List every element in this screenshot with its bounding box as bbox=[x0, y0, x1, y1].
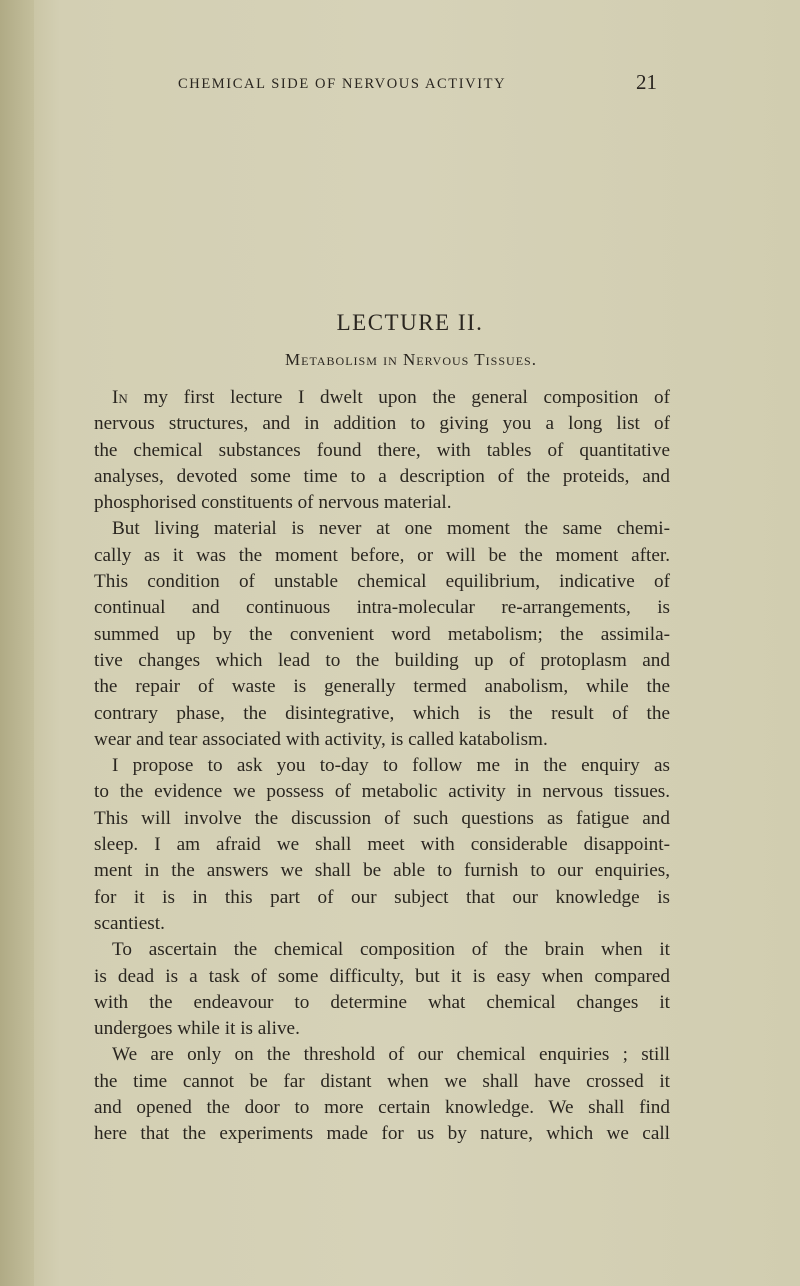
text-line: wear and tear associated with activity, is called katabolism. bbox=[94, 728, 548, 750]
text-line: But living material is never at one moment the same chemi- bbox=[112, 518, 670, 540]
drop-word: In bbox=[112, 387, 128, 408]
lecture-subtitle: Metabolism in Nervous Tissues. bbox=[285, 350, 537, 369]
text-line: scantiest. bbox=[94, 912, 165, 934]
text-line: contrary phase, the disintegrative, which is the result of the bbox=[94, 702, 670, 724]
text-line: ment in the answers we shall be able to furnish to our enquiries, bbox=[94, 860, 670, 882]
text-line: We are only on the threshold of our chemical enquiries ; still bbox=[112, 1044, 670, 1066]
body-text bbox=[94, 385, 670, 1148]
text-line: nervous structures, and in addition to giving you a long list of bbox=[94, 413, 670, 435]
text-line: sleep. I am afraid we shall meet with considerable disappoint- bbox=[94, 834, 670, 856]
text-line-content: my first lecture I dwelt upon the general composition of bbox=[143, 387, 671, 408]
text-line: the chemical substances found there, with tables of quantitative bbox=[94, 439, 670, 461]
text-line: summed up by the convenient word metabolism; the assimila- bbox=[94, 623, 670, 645]
text-line: is dead is a task of some difficulty, but it is easy when compared bbox=[94, 965, 670, 987]
text-line: to the evidence we possess of metabolic activity in nervous tissues. bbox=[94, 781, 670, 803]
text-line bbox=[94, 385, 670, 411]
text-line: To ascertain the chemical composition of the brain when it bbox=[112, 939, 670, 961]
text-line: This condition of unstable chemical equilibrium, indicative of bbox=[94, 571, 670, 593]
text-line: the time cannot be far distant when we shall have crossed it bbox=[94, 1070, 670, 1092]
text-line: analyses, devoted some time to a description of the proteids, and bbox=[94, 465, 670, 487]
text-line: continual and continuous intra-molecular re-arrangements, is bbox=[94, 597, 670, 619]
text-line: I propose to ask you to-day to follow me in the enquiry as bbox=[112, 755, 670, 777]
text-line: and opened the door to more certain knowledge. We shall find bbox=[94, 1097, 670, 1119]
text-line: here that the experiments made for us by nature, which we call bbox=[94, 1123, 670, 1145]
running-head: CHEMICAL SIDE OF NERVOUS ACTIVITY bbox=[178, 76, 507, 92]
text-line: the repair of waste is generally termed anabolism, while the bbox=[94, 676, 670, 698]
page-number: 21 bbox=[636, 70, 657, 94]
text-line: tive changes which lead to the building up of protoplasm and bbox=[94, 649, 670, 671]
text-line: phosphorised constituents of nervous material. bbox=[94, 492, 452, 514]
text-line: with the endeavour to determine what chemical changes it bbox=[94, 991, 670, 1013]
text-line: This will involve the discussion of such questions as fatigue and bbox=[94, 807, 670, 829]
lecture-title: LECTURE II. bbox=[336, 310, 484, 335]
text-line: cally as it was the moment before, or will be the moment after. bbox=[94, 544, 670, 566]
page-gutter-shadow bbox=[0, 0, 34, 1286]
text-line: undergoes while it is alive. bbox=[94, 1018, 300, 1040]
text-line: for it is in this part of our subject that our knowledge is bbox=[94, 886, 670, 908]
